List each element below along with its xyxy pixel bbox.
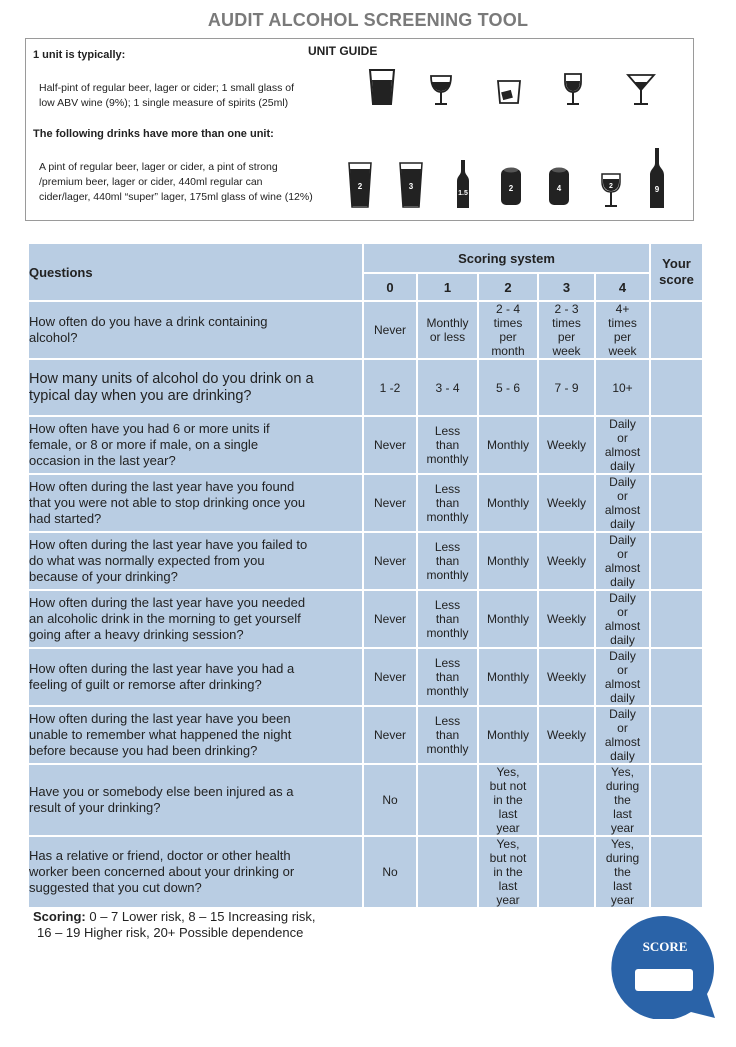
question-line: unable to remember what happened the night [29,727,292,742]
question-cell [28,359,363,416]
option-line: Weekly [546,670,587,684]
option-cell-score-3 [538,764,595,836]
question-line: had started? [29,511,102,526]
your-score-cell[interactable] [650,532,703,590]
option-cell-score-3 [538,648,595,706]
score-header-0: 0 [363,273,417,301]
option-cell-score-1 [417,590,478,648]
option-cell-score-0 [363,416,417,474]
option-cell-score-1 [417,474,478,532]
drink-unit-label: 9 [654,185,660,194]
option-cell-score-4 [595,359,650,416]
option-line: monthly [426,742,469,756]
option-line: or [617,721,628,735]
question-cell [28,474,363,532]
half-pint-glass-icon [368,68,396,106]
option-line: week [608,344,637,358]
table-row [28,416,703,474]
question-line: Have you or somebody else been injured as a [29,784,294,799]
scoring-line-2: 16 – 19 Higher risk, 20+ Possible dependence [37,925,304,940]
option-cell-score-2 [478,416,538,474]
option-line: Yes, [611,837,634,851]
option-line: Never [373,554,406,568]
option-cell-score-2 [478,590,538,648]
table-row [28,836,703,908]
option-line: daily [610,517,635,531]
option-cell-score-0 [363,648,417,706]
option-line: Yes, [496,765,520,779]
option-line: almost [604,503,641,517]
option-line: than [435,438,460,452]
strong-pint-glass-icon [399,162,423,208]
scoring-label: Scoring: [33,909,86,924]
option-cell-score-2 [478,648,538,706]
your-score-cell[interactable] [650,648,703,706]
audit-table [27,242,704,909]
option-cell-score-0 [363,836,417,908]
option-line: almost [604,561,641,575]
option-line: 5 - 6 [495,380,520,395]
option-cell-score-1 [417,359,478,416]
question-line: that you were not able to stop drinking once you [29,495,306,510]
option-line: in the [493,865,523,879]
option-line: Monthly [486,438,530,452]
table-row [28,590,703,648]
option-line: Never [373,670,406,684]
option-cell-score-4 [595,474,650,532]
option-cell-score-4 [595,706,650,764]
option-cell-score-0 [363,764,417,836]
your-score-cell[interactable] [650,474,703,532]
drink-unit-label: 2 [609,183,613,190]
more-units-text: A pint of regular beer, lager or cider, a pint of strong /premium beer, lager or cider, 440ml regular can cider/lager, 440ml “super” lager, 175ml glass of wine (12%) [39,161,313,203]
question-line: How often do you have a drink containing [29,314,268,329]
option-line: Never [373,728,406,742]
your-score-cell[interactable] [650,301,703,359]
wine-glass-icon [429,74,453,106]
option-line: 4+ [615,302,630,316]
question-line: How often have you had 6 or more units if [29,421,270,436]
option-cell-score-2 [478,706,538,764]
option-line: Daily [609,591,636,605]
option-line: Weekly [546,728,587,742]
option-cell-score-2 [478,764,538,836]
option-line: times [608,316,637,330]
one-unit-text: Half-pint of regular beer, lager or cider; 1 small glass of low ABV wine (9%); 1 single measure of spirits (25ml) [39,82,295,109]
spirit-tumbler-icon [496,79,522,105]
option-line: week [552,344,581,358]
scoring-line-1: 0 – 7 Lower risk, 8 – 15 Increasing risk, [89,909,316,924]
option-line: the [614,793,631,807]
option-line: year [610,893,635,907]
option-line: year [496,821,520,835]
question-line: an alcoholic drink in the morning to get yourself [29,611,301,626]
option-line: daily [610,575,635,589]
option-cell-score-4 [595,416,650,474]
option-line: Weekly [546,554,587,568]
option-line: Monthly [426,316,469,330]
option-cell-score-3 [538,836,595,908]
option-line: 7 - 9 [554,380,579,395]
your-score-cell[interactable] [650,706,703,764]
option-line: Monthly [486,612,530,626]
option-line: No [382,793,398,807]
table-row [28,474,703,532]
cocktail-glass-icon [626,72,656,106]
question-line: before because you had been drinking? [29,743,258,758]
option-line: or [617,547,628,561]
option-line: monthly [426,626,469,640]
option-line: almost [604,677,641,691]
option-cell-score-0 [363,359,417,416]
question-line: How many units of alcohol do you drink on a [29,370,314,387]
pint-glass-icon [348,162,372,208]
question-line: because of your drinking? [29,569,178,584]
option-cell-score-4 [595,590,650,648]
one-unit-heading: 1 unit is typically: [33,49,126,61]
option-line: Daily [609,417,636,431]
score-header-3: 3 [538,273,595,301]
table-row [28,648,703,706]
option-line: Daily [609,649,636,663]
question-line: Has a relative or friend, doctor or other health [29,848,291,863]
page-title: AUDIT ALCOHOL SCREENING TOOL [207,10,529,30]
regular-can-icon [500,166,522,208]
question-line: occasion in the last year? [29,453,176,468]
your-score-cell[interactable] [650,764,703,836]
option-cell-score-0 [363,706,417,764]
option-line: or [617,663,628,677]
option-cell-score-0 [363,301,417,359]
option-cell-score-1 [417,706,478,764]
question-cell [28,532,363,590]
your-score-cell[interactable] [650,836,703,908]
question-line: How often during the last year have you been [29,711,291,726]
drink-unit-label: 1.5 [458,190,468,197]
score-header-1: 1 [417,273,478,301]
option-line: 10+ [612,380,633,395]
option-line: Never [373,438,406,452]
option-cell-score-4 [595,532,650,590]
option-line: Less [434,424,461,438]
option-line: the [614,865,631,879]
option-line: Weekly [546,438,587,452]
option-line: or less [429,330,466,344]
your-score-cell[interactable] [650,590,703,648]
option-line: during [605,851,640,865]
drink-unit-label: 4 [556,184,562,193]
more-units-heading: The following drinks have more than one unit: [33,128,274,140]
scoring-legend [33,909,316,941]
option-line: Daily [609,707,636,721]
option-line: Monthly [486,728,530,742]
option-cell-score-3 [538,474,595,532]
option-line: or [617,431,628,445]
option-line: in the [493,793,523,807]
question-line: feeling of guilt or remorse after drinking? [29,677,262,692]
wine-bottle-icon [648,147,666,209]
question-cell [28,590,363,648]
option-cell-score-3 [538,706,595,764]
option-cell-score-4 [595,301,650,359]
option-line: than [435,496,460,510]
option-line: Monthly [486,554,530,568]
option-line: than [435,612,460,626]
unit-guide-title: UNIT GUIDE [308,44,378,58]
question-cell [28,648,363,706]
option-line: Never [373,323,406,337]
option-line: year [496,893,520,907]
option-line: last [498,807,518,821]
option-line: last [613,879,632,893]
option-line: times [493,316,523,330]
table-row [28,532,703,590]
unit-guide-box [25,38,694,221]
option-cell-score-4 [595,648,650,706]
option-line: during [605,779,640,793]
option-line: Yes, [611,765,634,779]
option-cell-score-3 [538,359,595,416]
option-line: Daily [609,475,636,489]
option-cell-score-4 [595,836,650,908]
option-cell-score-3 [538,532,595,590]
small-wine-glass-icon [562,72,584,106]
option-cell-score-0 [363,474,417,532]
option-cell-score-1 [417,532,478,590]
option-cell-score-0 [363,532,417,590]
option-line: 3 - 4 [435,380,460,395]
question-cell [28,706,363,764]
option-line: month [491,344,525,358]
option-line: monthly [426,568,469,582]
option-line: Less [434,482,461,496]
option-line: times [552,316,581,330]
option-cell-score-1 [417,301,478,359]
table-row [28,301,703,359]
option-cell-score-3 [538,416,595,474]
option-line: monthly [426,684,469,698]
option-line: Less [434,598,461,612]
option-line: 1 -2 [379,380,401,395]
drink-unit-label: 2 [508,184,514,193]
option-line: almost [604,445,641,459]
option-cell-score-1 [417,648,478,706]
option-line: daily [610,749,635,763]
question-line: going after a heavy drinking session? [29,627,244,642]
option-line: year [610,821,635,835]
option-cell-score-1 [417,836,478,908]
option-line: Less [434,540,461,554]
option-line: almost [604,735,641,749]
option-line: but not [489,851,527,865]
option-cell-score-0 [363,590,417,648]
option-cell-score-3 [538,590,595,648]
question-cell [28,301,363,359]
score-badge [609,914,721,1019]
drink-unit-label: 3 [408,182,414,191]
option-line: Less [434,656,461,670]
table-row [28,706,703,764]
option-cell-score-2 [478,532,538,590]
option-line: daily [610,459,635,473]
option-line: per [499,330,517,344]
your-score-header: Your score [650,243,703,301]
table-row [28,764,703,836]
option-cell-score-2 [478,474,538,532]
large-wine-glass-icon [600,172,622,208]
option-line: monthly [426,510,469,524]
question-cell [28,416,363,474]
option-line: almost [604,619,641,633]
score-header-2: 2 [478,273,538,301]
option-line: last [613,807,632,821]
option-line: 2 - 3 [554,302,579,316]
drink-unit-label: 2 [357,182,363,191]
beer-bottle-icon [455,159,471,209]
question-line: alcohol? [29,330,78,345]
option-line: than [435,728,460,742]
super-lager-can-icon [548,166,570,208]
option-line: 2 - 4 [495,302,520,316]
option-line: Daily [609,533,636,547]
option-line: Yes, [496,837,520,851]
option-line: monthly [426,452,469,466]
question-cell [28,764,363,836]
questions-header: Questions [28,243,363,301]
your-score-cell[interactable] [650,416,703,474]
score-badge-shape [611,916,715,1019]
option-cell-score-1 [417,416,478,474]
option-cell-score-2 [478,836,538,908]
score-entry-box [635,969,693,991]
option-cell-score-1 [417,764,478,836]
option-line: than [435,670,460,684]
option-line: Weekly [546,612,587,626]
option-line: Weekly [546,496,587,510]
question-line: female, or 8 or more if male, on a single [29,437,259,452]
option-cell-score-4 [595,764,650,836]
question-line: How often during the last year have you found [29,479,295,494]
question-line: result of your drinking? [29,800,161,815]
question-line: How often during the last year have you had a [29,661,295,676]
question-line: How often during the last year have you needed [29,595,306,610]
score-badge-text: SCORE [642,939,688,954]
question-line: do what was normally expected from you [29,553,265,568]
question-line: worker been concerned about your drinking or [29,864,295,879]
scoring-system-header: Scoring system [363,243,650,273]
option-line: Monthly [486,496,530,510]
option-cell-score-2 [478,359,538,416]
score-header-4: 4 [595,273,650,301]
option-line: last [498,879,518,893]
option-line: Never [373,496,406,510]
option-line: daily [610,691,635,705]
question-line: How often during the last year have you failed to [29,537,308,552]
question-line: typical day when you are drinking? [29,387,252,404]
option-line: but not [489,779,527,793]
option-line: Less [434,714,461,728]
option-line: daily [610,633,635,647]
question-line: suggested that you cut down? [29,880,202,895]
option-line: No [382,865,398,879]
option-line: Monthly [486,670,530,684]
option-line: or [617,489,628,503]
option-cell-score-3 [538,301,595,359]
option-line: per [557,330,576,344]
option-line: Never [373,612,406,626]
option-cell-score-2 [478,301,538,359]
question-cell [28,836,363,908]
option-line: per [613,330,632,344]
option-line: or [617,605,628,619]
table-row [28,359,703,416]
your-score-cell[interactable] [650,359,703,416]
option-line: than [435,554,460,568]
